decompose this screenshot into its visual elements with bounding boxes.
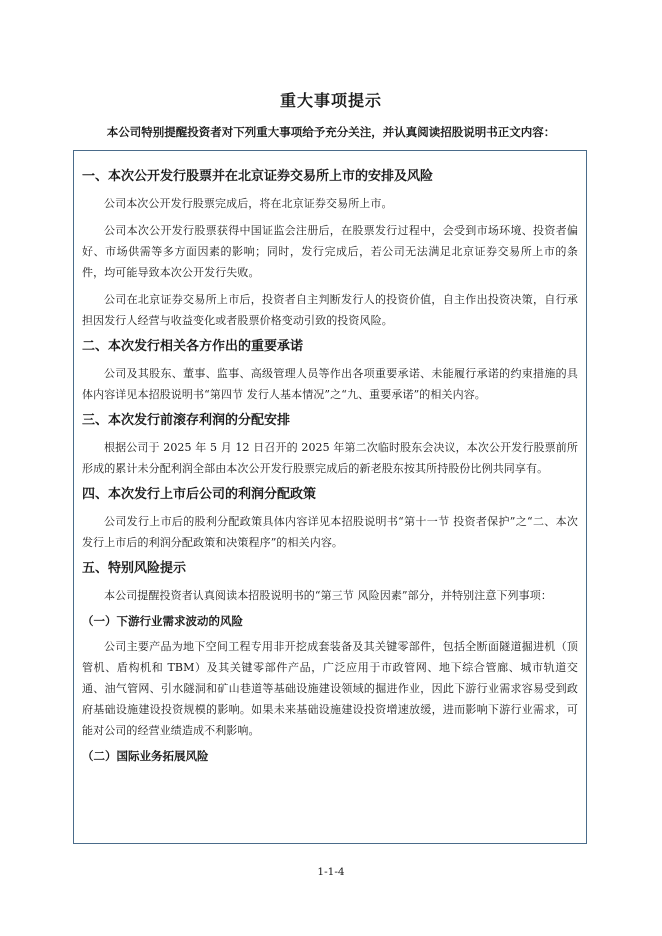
section-heading-2: 二、本次发行相关各方作出的重要承诺 [82, 339, 304, 354]
paragraph: 公司发行上市后的股利分配政策具体内容详见本招股说明书“第十一节 投资者保护”之“二、本次发行上市后的利润分配政策和决策程序”的相关内容。 [82, 515, 578, 549]
paragraph: 公司在北京证券交易所上市后，投资者自主判断发行人的投资价值，自主作出投资决策，自行承担因发行人经营与收益变化或者股票价格变动引致的投资风险。 [82, 293, 578, 327]
paragraph: 公司及其股东、董事、监事、高级管理人员等作出各项重要承诺、未能履行承诺的约束措施的具体内容详见本招股说明书“第四节 发行人基本情况”之“九、重要承诺”的相关内容。 [82, 367, 578, 401]
page-number: 1-1-4 [317, 866, 345, 878]
section-heading-1: 一、本次公开发行股票并在北京证券交易所上市的安排及风险 [82, 169, 434, 184]
section-heading-5: 五、特别风险提示 [82, 561, 187, 576]
section-heading-3: 三、本次发行前滚存利润的分配安排 [82, 413, 291, 428]
intro-notice: 本公司特别提醒投资者对下列重大事项给予充分关注，并认真阅读招股说明书正文内容： [106, 125, 556, 139]
paragraph: 公司本次公开发行股票完成后，将在北京证券交易所上市。 [104, 197, 393, 210]
content-box [73, 150, 587, 844]
section-heading-4: 四、本次发行上市后公司的利润分配政策 [82, 487, 317, 502]
page-title: 重大事项提示 [279, 91, 382, 110]
risk-heading-1: （一）下游行业需求波动的风险 [82, 614, 243, 628]
paragraph: 公司主要产品为地下空间工程专用非开挖成套装备及其关键零部件，包括全断面隧道掘进机（顶管机、盾构机和 TBM）及其关键零部件产品，广泛应用于市政管网、地下综合管廊、城市轨道交通、油气管网、引水隧洞和矿山巷道等基础设施建设领域的掘进作业，因此下游行业需求容易受到政府基础设施建设投资规模的影响。如果未来基础设施建设投资增速放缓，进而影响下游行业需求，可能对公司的经营业绩造成不利影响。 [82, 640, 578, 737]
paragraph: 根据公司于 2025 年 5 月 12 日召开的 2025 年第二次临时股东会决议，本次公开发行股票前所形成的累计未分配利润全部由本次公开发行股票完成后的新老股东按其所持股份比例共同享有。 [82, 441, 578, 475]
paragraph: 公司本次公开发行股票获得中国证监会注册后，在股票发行过程中，会受到市场环境、投资者偏好、市场供需等多方面因素的影响；同时，发行完成后，若公司无法满足北京证券交易所上市的条件，均可能导致本次公开发行失败。 [82, 224, 578, 279]
risk-heading-2: （二）国际业务拓展风险 [82, 749, 209, 763]
paragraph: 本公司提醒投资者认真阅读本招股说明书的“第三节 风险因素”部分，并特别注意下列事项： [104, 589, 552, 602]
